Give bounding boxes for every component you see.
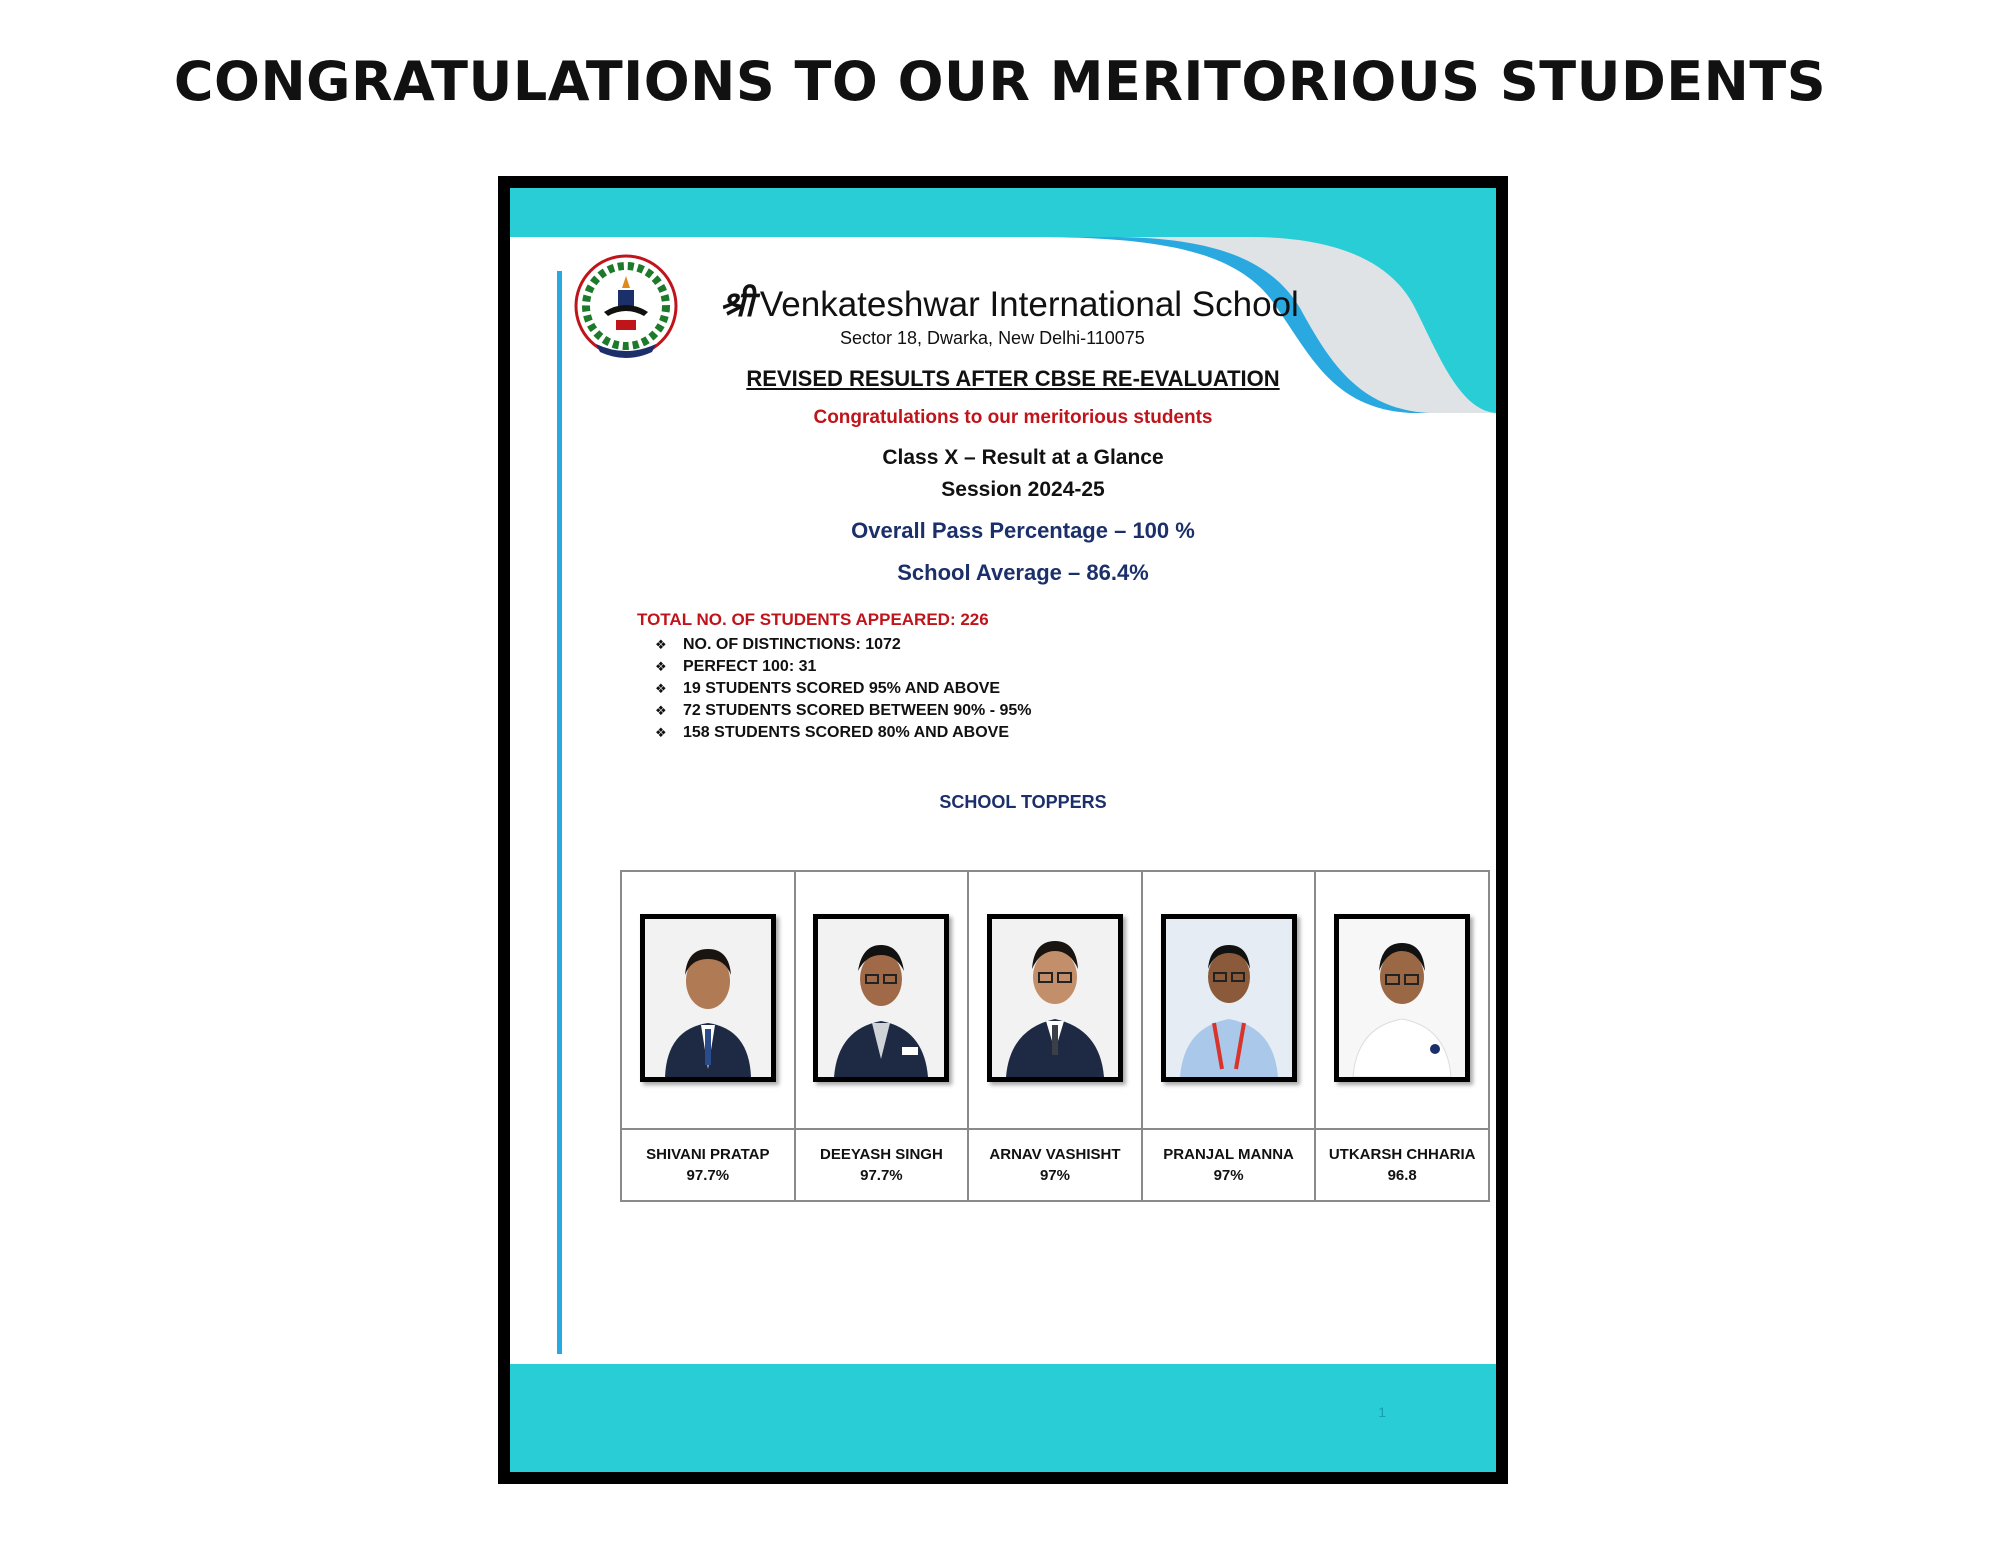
- result-document: [498, 176, 1508, 1484]
- topper-photo: [813, 914, 949, 1082]
- student-portrait-icon: [1339, 919, 1465, 1077]
- topper-name-cell: [1142, 1129, 1316, 1201]
- list-item: [655, 678, 1032, 700]
- class-line: Class X – Result at a Glance: [882, 446, 1164, 469]
- page-heading: CONGRATULATIONS TO OUR MERITORIOUS STUDENTS: [173, 50, 1827, 113]
- topper-name-cell: [621, 1129, 795, 1201]
- student-portrait-icon: [992, 919, 1118, 1077]
- student-portrait-icon: [818, 919, 944, 1077]
- topper-score: 97.7%: [860, 1167, 903, 1184]
- diamond-bullet-icon: ❖: [655, 681, 667, 696]
- stat-text: PERFECT 100: 31: [683, 658, 817, 675]
- topper-score: 97.7%: [686, 1167, 730, 1184]
- topper-name: DEEYASH SINGH: [819, 1146, 943, 1163]
- topper-name-cell: [795, 1129, 969, 1201]
- topper-photo-cell: [968, 871, 1142, 1129]
- topper-score: 96.8: [1387, 1167, 1417, 1184]
- student-portrait-icon: [1166, 919, 1292, 1077]
- diamond-bullet-icon: ❖: [655, 637, 667, 652]
- list-item: [655, 656, 1032, 678]
- topper-photo-cell: [621, 871, 795, 1129]
- pass-percentage: Overall Pass Percentage – 100 %: [851, 518, 1195, 543]
- topper-name: ARNAV VASHISHT: [989, 1146, 1121, 1163]
- student-portrait-icon: [645, 919, 771, 1077]
- stat-text: 72 STUDENTS SCORED BETWEEN 90% - 95%: [683, 702, 1032, 719]
- diamond-bullet-icon: ❖: [655, 703, 667, 718]
- topper-score: 97%: [1213, 1167, 1244, 1184]
- session-line: Session 2024-25: [941, 478, 1105, 501]
- list-item: [655, 722, 1032, 744]
- table-row: [621, 871, 1489, 1129]
- diamond-bullet-icon: ❖: [655, 659, 667, 674]
- topper-photo: [640, 914, 776, 1082]
- diamond-bullet-icon: ❖: [655, 725, 667, 740]
- page-number: 1: [1378, 1404, 1386, 1420]
- topper-photo: [1161, 914, 1297, 1082]
- congrats-line: Congratulations to our meritorious students: [813, 407, 1213, 428]
- list-item: [655, 700, 1032, 722]
- revised-results-title: REVISED RESULTS AFTER CBSE RE-EVALUATION: [746, 366, 1280, 391]
- topper-photo-cell: [795, 871, 969, 1129]
- topper-name-cell: [1315, 1129, 1489, 1201]
- topper-photo: [987, 914, 1123, 1082]
- total-students: TOTAL NO. OF STUDENTS APPEARED: 226: [637, 610, 989, 629]
- toppers-title: SCHOOL TOPPERS: [939, 792, 1107, 812]
- topper-score: 97%: [1039, 1167, 1070, 1184]
- list-item: [655, 634, 1032, 656]
- table-row: [621, 1129, 1489, 1201]
- stat-text: NO. OF DISTINCTIONS: 1072: [683, 636, 901, 653]
- bottom-band: [510, 1364, 1496, 1472]
- school-address: Sector 18, Dwarka, New Delhi-110075: [840, 328, 1145, 348]
- stat-text: 19 STUDENTS SCORED 95% AND ABOVE: [683, 680, 1001, 697]
- topper-name: UTKARSH CHHARIA: [1328, 1146, 1476, 1163]
- school-prefix: श्री: [720, 284, 754, 325]
- topper-name-cell: [968, 1129, 1142, 1201]
- topper-photo: [1334, 914, 1470, 1082]
- stats-block: [637, 610, 1032, 744]
- school-emblem-logo: [566, 248, 686, 368]
- topper-photo-cell: [1315, 871, 1489, 1129]
- topper-name: PRANJAL MANNA: [1163, 1146, 1294, 1163]
- stats-list: [637, 634, 1032, 744]
- toppers-table: [620, 870, 1490, 1202]
- school-name: [720, 280, 1299, 327]
- topper-name: SHIVANI PRATAP: [646, 1146, 770, 1163]
- stat-text: 158 STUDENTS SCORED 80% AND ABOVE: [683, 724, 1009, 741]
- school-average: School Average – 86.4%: [897, 560, 1149, 585]
- school-name-text: Venkateshwar International School: [759, 285, 1299, 324]
- topper-photo-cell: [1142, 871, 1316, 1129]
